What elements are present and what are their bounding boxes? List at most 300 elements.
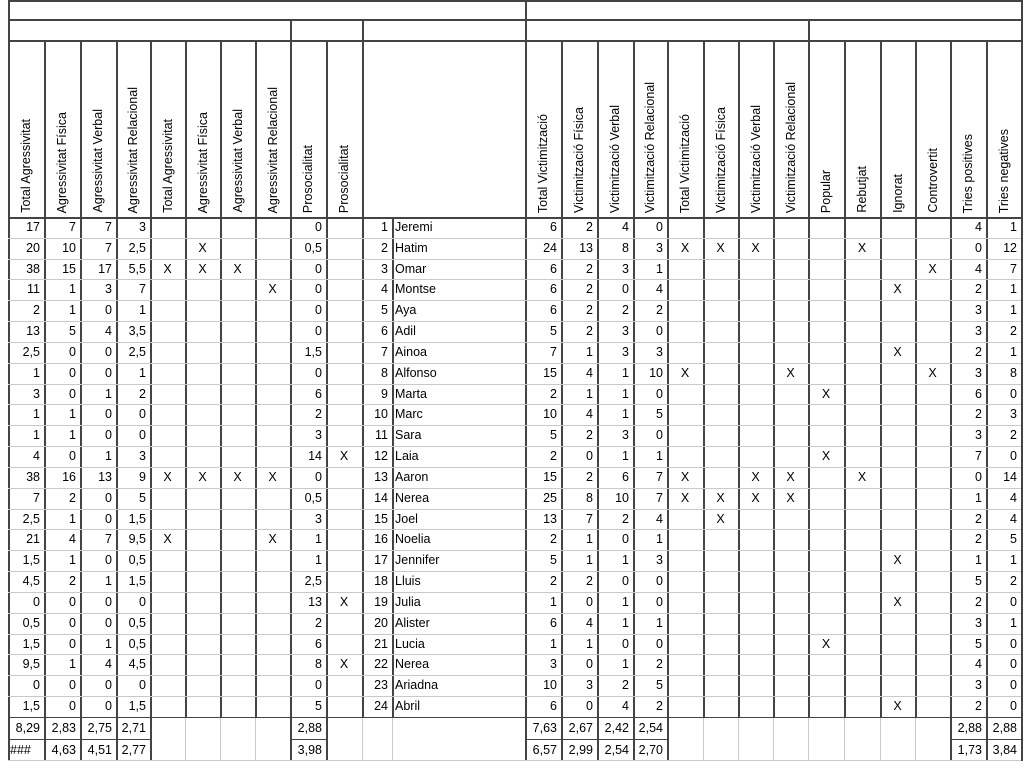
table-cell[interactable]: 0 [656, 594, 663, 609]
table-cell[interactable] [808, 488, 844, 509]
summary-cell[interactable]: 2,77 [121, 742, 146, 757]
table-cell[interactable]: 10 [543, 407, 557, 422]
table-cell[interactable] [220, 529, 255, 550]
table-cell[interactable]: 6 [315, 386, 322, 401]
table-cell[interactable]: 4 [105, 657, 112, 672]
table-cell[interactable]: 2 [315, 407, 322, 422]
column-header-23[interactable] [880, 40, 915, 217]
table-cell[interactable] [667, 404, 703, 425]
summary-cell[interactable] [773, 739, 808, 761]
table-cell[interactable]: 7 [381, 344, 388, 359]
table-cell[interactable] [255, 217, 290, 238]
summary-cell[interactable] [808, 717, 844, 739]
table-cell[interactable]: X [786, 490, 795, 505]
table-cell[interactable]: 3 [105, 282, 112, 297]
table-cell[interactable]: 0 [1010, 678, 1017, 693]
table-cell[interactable] [844, 342, 880, 363]
table-cell[interactable] [844, 592, 880, 613]
table-cell[interactable] [220, 654, 255, 675]
table-cell[interactable]: 0,5 [304, 490, 322, 505]
table-cell[interactable] [150, 634, 185, 655]
summary-cell[interactable] [844, 717, 880, 739]
table-cell[interactable] [220, 342, 255, 363]
table-cell[interactable]: X [928, 261, 937, 276]
table-cell[interactable] [185, 363, 220, 384]
table-cell[interactable] [185, 654, 220, 675]
table-cell[interactable]: 13 [308, 594, 322, 609]
table-cell[interactable] [844, 654, 880, 675]
table-cell[interactable]: 0 [69, 699, 76, 714]
table-cell[interactable] [150, 238, 185, 259]
summary-cell[interactable] [880, 739, 915, 761]
table-cell[interactable] [703, 404, 738, 425]
table-cell[interactable]: 0 [105, 511, 112, 526]
table-cell[interactable]: 5 [656, 407, 663, 422]
summary-cell[interactable] [703, 739, 738, 761]
column-header-9[interactable] [290, 40, 326, 217]
student-name-cell[interactable]: Marc [395, 407, 423, 422]
table-cell[interactable]: 25 [543, 490, 557, 505]
column-header-20[interactable] [773, 40, 808, 217]
table-cell[interactable] [220, 613, 255, 634]
table-cell[interactable] [703, 550, 738, 571]
table-cell[interactable]: X [893, 699, 902, 714]
table-cell[interactable]: 0 [586, 657, 593, 672]
table-cell[interactable] [844, 634, 880, 655]
table-cell[interactable] [844, 446, 880, 467]
table-cell[interactable] [150, 613, 185, 634]
table-cell[interactable]: 2,5 [22, 511, 40, 526]
table-cell[interactable]: 1 [975, 490, 982, 505]
table-cell[interactable] [738, 654, 773, 675]
table-cell[interactable] [844, 384, 880, 405]
table-cell[interactable]: 0 [139, 407, 146, 422]
table-cell[interactable]: 0 [586, 449, 593, 464]
table-cell[interactable] [255, 321, 290, 342]
table-cell[interactable]: 2 [622, 303, 629, 318]
table-cell[interactable] [773, 259, 808, 280]
table-cell[interactable] [703, 279, 738, 300]
table-cell[interactable]: 0 [69, 365, 76, 380]
table-cell[interactable]: X [268, 469, 277, 484]
student-name-cell[interactable]: Joel [395, 511, 418, 526]
table-cell[interactable] [773, 571, 808, 592]
table-cell[interactable] [773, 238, 808, 259]
table-cell[interactable]: X [857, 240, 867, 255]
table-cell[interactable]: 15 [374, 511, 388, 526]
table-cell[interactable]: 2 [975, 532, 982, 547]
table-cell[interactable] [808, 238, 844, 259]
table-cell[interactable] [773, 425, 808, 446]
column-header-14[interactable] [561, 40, 597, 217]
table-cell[interactable] [880, 467, 915, 488]
table-cell[interactable] [185, 425, 220, 446]
table-cell[interactable]: X [268, 282, 277, 297]
table-cell[interactable] [738, 446, 773, 467]
table-cell[interactable]: 0 [105, 678, 112, 693]
table-cell[interactable]: 7 [105, 240, 112, 255]
table-cell[interactable]: X [198, 261, 207, 276]
column-header-18[interactable] [703, 40, 738, 217]
table-cell[interactable]: 0 [69, 636, 76, 651]
summary-cell[interactable] [915, 717, 950, 739]
table-cell[interactable] [220, 217, 255, 238]
table-cell[interactable] [738, 675, 773, 696]
table-cell[interactable]: 13 [543, 511, 557, 526]
table-cell[interactable]: 3 [975, 324, 982, 339]
table-cell[interactable] [150, 279, 185, 300]
table-cell[interactable]: 5,5 [128, 261, 146, 276]
table-cell[interactable] [667, 634, 703, 655]
column-header-17[interactable] [667, 40, 703, 217]
table-cell[interactable] [773, 279, 808, 300]
column-header-8[interactable] [255, 40, 290, 217]
table-cell[interactable] [667, 550, 703, 571]
table-cell[interactable]: X [751, 240, 760, 255]
table-cell[interactable]: 6 [550, 261, 557, 276]
table-cell[interactable] [703, 259, 738, 280]
table-cell[interactable]: 4 [656, 282, 663, 297]
table-cell[interactable] [915, 550, 950, 571]
table-cell[interactable] [255, 654, 290, 675]
table-cell[interactable] [255, 509, 290, 530]
table-cell[interactable]: 0 [139, 594, 146, 609]
table-cell[interactable]: X [339, 657, 349, 672]
table-cell[interactable]: 0 [105, 365, 112, 380]
table-cell[interactable] [326, 425, 362, 446]
table-cell[interactable] [808, 321, 844, 342]
table-cell[interactable]: 3 [656, 344, 663, 359]
table-cell[interactable]: 0 [69, 594, 76, 609]
table-cell[interactable] [326, 259, 362, 280]
table-cell[interactable] [738, 425, 773, 446]
table-cell[interactable]: X [268, 532, 277, 547]
summary-cell[interactable] [255, 739, 290, 761]
table-cell[interactable] [773, 446, 808, 467]
table-cell[interactable]: 4 [622, 220, 629, 234]
table-cell[interactable]: X [163, 261, 172, 276]
table-cell[interactable]: 6 [315, 636, 322, 651]
student-name-cell[interactable]: Montse [395, 282, 436, 297]
table-cell[interactable]: 0 [139, 678, 146, 693]
table-cell[interactable] [703, 321, 738, 342]
student-name-cell[interactable]: Aya [395, 303, 417, 318]
table-cell[interactable]: 2 [550, 532, 557, 547]
table-cell[interactable] [915, 446, 950, 467]
table-cell[interactable]: 1 [33, 428, 40, 443]
table-cell[interactable] [220, 675, 255, 696]
table-cell[interactable] [844, 363, 880, 384]
table-cell[interactable] [880, 509, 915, 530]
table-cell[interactable] [185, 571, 220, 592]
summary-cell[interactable]: 1,73 [957, 742, 982, 757]
table-cell[interactable]: 1 [105, 636, 112, 651]
table-cell[interactable]: 16 [62, 469, 76, 484]
table-cell[interactable] [150, 654, 185, 675]
table-cell[interactable]: 10 [374, 407, 388, 422]
table-cell[interactable]: 16 [374, 532, 388, 547]
table-cell[interactable] [667, 259, 703, 280]
table-cell[interactable]: 13 [26, 324, 40, 339]
table-cell[interactable]: 4 [975, 261, 982, 276]
table-cell[interactable] [220, 425, 255, 446]
table-cell[interactable] [255, 363, 290, 384]
table-cell[interactable] [150, 300, 185, 321]
table-cell[interactable] [326, 217, 362, 238]
table-cell[interactable]: 2 [586, 303, 593, 318]
table-cell[interactable] [773, 592, 808, 613]
summary-cell[interactable]: 2,88 [957, 720, 982, 735]
table-cell[interactable]: 22 [374, 657, 388, 672]
table-cell[interactable] [880, 363, 915, 384]
table-cell[interactable]: 0 [105, 303, 112, 318]
table-cell[interactable] [255, 446, 290, 467]
summary-cell[interactable]: 2,54 [604, 742, 629, 757]
table-cell[interactable]: 2 [975, 407, 982, 422]
table-cell[interactable]: 1 [69, 553, 76, 568]
table-cell[interactable] [773, 634, 808, 655]
table-cell[interactable] [150, 675, 185, 696]
table-cell[interactable] [150, 488, 185, 509]
table-cell[interactable]: 0,5 [304, 240, 322, 255]
table-cell[interactable] [703, 592, 738, 613]
table-cell[interactable]: 1 [1010, 553, 1017, 568]
group-header-estatus[interactable] [808, 19, 1021, 40]
table-cell[interactable]: 1,5 [128, 511, 146, 526]
table-cell[interactable] [667, 342, 703, 363]
table-cell[interactable] [773, 217, 808, 238]
table-cell[interactable]: 0 [105, 553, 112, 568]
table-cell[interactable] [703, 342, 738, 363]
table-cell[interactable]: 2 [550, 386, 557, 401]
table-cell[interactable]: X [821, 449, 831, 464]
table-cell[interactable]: 1 [586, 344, 593, 359]
table-cell[interactable]: 2 [586, 428, 593, 443]
table-cell[interactable]: 5 [315, 699, 322, 714]
table-cell[interactable]: 0,5 [128, 615, 146, 630]
table-cell[interactable]: 1,5 [304, 344, 322, 359]
table-cell[interactable]: 0 [315, 220, 322, 234]
table-cell[interactable]: 3 [656, 240, 663, 255]
table-cell[interactable]: 2 [975, 699, 982, 714]
table-cell[interactable] [326, 279, 362, 300]
table-cell[interactable] [326, 509, 362, 530]
table-cell[interactable] [326, 238, 362, 259]
table-cell[interactable] [738, 321, 773, 342]
table-cell[interactable]: 0 [656, 386, 663, 401]
table-cell[interactable] [808, 613, 844, 634]
table-cell[interactable]: 2 [975, 594, 982, 609]
table-cell[interactable]: 2 [69, 574, 76, 589]
table-cell[interactable] [880, 529, 915, 550]
table-cell[interactable] [185, 509, 220, 530]
summary-cell[interactable] [362, 739, 392, 761]
summary-cell[interactable]: 8,29 [15, 720, 40, 735]
table-cell[interactable] [220, 488, 255, 509]
table-cell[interactable]: 0 [656, 428, 663, 443]
summary-cell[interactable]: 2,67 [568, 720, 593, 735]
table-cell[interactable]: 4 [586, 615, 593, 630]
table-cell[interactable]: 1 [622, 365, 629, 380]
table-cell[interactable] [915, 571, 950, 592]
summary-cell[interactable] [667, 717, 703, 739]
group-header-victimitzacio[interactable] [525, 19, 808, 40]
summary-cell[interactable]: 2,83 [51, 720, 76, 735]
table-cell[interactable] [255, 384, 290, 405]
table-cell[interactable] [220, 571, 255, 592]
table-cell[interactable]: 15 [543, 365, 557, 380]
table-cell[interactable] [150, 217, 185, 238]
table-cell[interactable]: 0 [69, 615, 76, 630]
table-cell[interactable]: X [821, 386, 831, 401]
table-cell[interactable]: 14 [1003, 469, 1017, 484]
table-cell[interactable]: 1 [1010, 220, 1017, 234]
table-cell[interactable] [150, 696, 185, 717]
summary-cell[interactable] [738, 739, 773, 761]
table-cell[interactable] [915, 467, 950, 488]
table-cell[interactable]: 4 [975, 657, 982, 672]
summary-cell[interactable] [844, 739, 880, 761]
table-cell[interactable] [915, 654, 950, 675]
table-cell[interactable] [255, 675, 290, 696]
table-cell[interactable]: 19 [374, 594, 388, 609]
table-cell[interactable] [844, 696, 880, 717]
table-cell[interactable]: 13 [579, 240, 593, 255]
table-cell[interactable]: 11 [27, 282, 40, 297]
table-cell[interactable] [185, 550, 220, 571]
group-header-prosocial[interactable] [290, 19, 362, 40]
table-cell[interactable]: 6 [550, 220, 557, 234]
table-cell[interactable]: 1 [586, 553, 593, 568]
table-cell[interactable]: X [339, 594, 349, 609]
summary-cell[interactable] [326, 717, 362, 739]
table-cell[interactable]: 7 [656, 469, 663, 484]
table-cell[interactable]: 2 [550, 574, 557, 589]
table-cell[interactable] [667, 509, 703, 530]
table-cell[interactable] [220, 384, 255, 405]
table-cell[interactable] [703, 300, 738, 321]
table-cell[interactable]: 2 [586, 220, 593, 234]
table-cell[interactable] [220, 550, 255, 571]
table-cell[interactable]: 8 [381, 365, 388, 380]
table-cell[interactable]: 5 [550, 553, 557, 568]
student-name-cell[interactable]: Noelia [395, 532, 431, 547]
table-cell[interactable] [326, 675, 362, 696]
table-cell[interactable]: 1 [139, 303, 146, 318]
table-cell[interactable] [808, 279, 844, 300]
table-cell[interactable]: 0 [622, 282, 629, 297]
table-cell[interactable]: 0 [69, 386, 76, 401]
table-cell[interactable] [185, 384, 220, 405]
table-cell[interactable] [844, 571, 880, 592]
table-cell[interactable] [667, 384, 703, 405]
summary-cell[interactable] [773, 717, 808, 739]
table-cell[interactable]: X [786, 365, 795, 380]
table-cell[interactable]: 8 [315, 657, 322, 672]
table-cell[interactable] [703, 446, 738, 467]
table-cell[interactable] [326, 342, 362, 363]
table-cell[interactable]: 1 [656, 449, 663, 464]
table-cell[interactable] [844, 509, 880, 530]
table-cell[interactable] [667, 654, 703, 675]
summary-cell[interactable]: 6,57 [532, 742, 557, 757]
table-cell[interactable]: 3,5 [128, 324, 146, 339]
table-cell[interactable] [326, 529, 362, 550]
table-cell[interactable]: 4 [622, 699, 629, 714]
table-cell[interactable]: 0 [656, 574, 663, 589]
table-cell[interactable]: 14 [374, 490, 388, 505]
table-cell[interactable]: 0 [315, 282, 322, 297]
table-cell[interactable] [150, 404, 185, 425]
table-cell[interactable]: 0,5 [128, 636, 146, 651]
table-cell[interactable] [844, 425, 880, 446]
table-cell[interactable] [326, 696, 362, 717]
summary-cell[interactable]: 2,99 [568, 742, 593, 757]
table-cell[interactable] [844, 550, 880, 571]
summary-cell[interactable]: 2,70 [638, 742, 663, 757]
table-cell[interactable] [703, 571, 738, 592]
table-cell[interactable]: 3 [622, 324, 629, 339]
table-cell[interactable]: 3 [622, 428, 629, 443]
table-cell[interactable]: 2 [1010, 574, 1017, 589]
table-cell[interactable]: 1 [550, 636, 557, 651]
summary-cell[interactable]: 2,75 [87, 720, 112, 735]
table-cell[interactable]: 2 [139, 386, 146, 401]
table-cell[interactable]: 5 [550, 324, 557, 339]
table-cell[interactable]: 7 [139, 282, 146, 297]
table-cell[interactable] [150, 509, 185, 530]
table-cell[interactable] [703, 384, 738, 405]
table-cell[interactable] [326, 467, 362, 488]
table-cell[interactable] [915, 404, 950, 425]
summary-cell[interactable]: 3,98 [297, 742, 322, 757]
column-header-21[interactable] [808, 40, 844, 217]
table-cell[interactable] [703, 675, 738, 696]
summary-cell[interactable]: 7,63 [532, 720, 557, 735]
table-cell[interactable]: 3 [975, 615, 982, 630]
table-cell[interactable]: X [339, 449, 349, 464]
summary-cell[interactable]: 2,42 [604, 720, 629, 735]
column-header-6[interactable] [185, 40, 220, 217]
table-cell[interactable] [738, 529, 773, 550]
table-cell[interactable]: X [751, 490, 760, 505]
table-cell[interactable] [915, 488, 950, 509]
table-cell[interactable] [667, 613, 703, 634]
summary-cell[interactable] [362, 717, 392, 739]
table-cell[interactable]: 1 [69, 303, 76, 318]
table-cell[interactable]: 2 [586, 261, 593, 276]
table-cell[interactable]: 0 [105, 594, 112, 609]
table-cell[interactable]: 0 [656, 220, 663, 234]
table-cell[interactable]: X [163, 469, 172, 484]
table-cell[interactable] [773, 654, 808, 675]
table-cell[interactable]: 6 [550, 282, 557, 297]
column-header-22[interactable] [844, 40, 880, 217]
table-cell[interactable]: 3 [622, 344, 629, 359]
table-cell[interactable] [326, 488, 362, 509]
table-cell[interactable]: 10 [649, 365, 663, 380]
table-cell[interactable] [255, 238, 290, 259]
table-cell[interactable] [150, 425, 185, 446]
table-cell[interactable]: 0 [105, 344, 112, 359]
table-cell[interactable] [326, 550, 362, 571]
table-cell[interactable]: X [893, 553, 902, 568]
table-cell[interactable] [326, 404, 362, 425]
table-cell[interactable]: 6 [550, 699, 557, 714]
table-cell[interactable] [255, 571, 290, 592]
table-cell[interactable]: 1 [69, 428, 76, 443]
table-cell[interactable] [738, 509, 773, 530]
